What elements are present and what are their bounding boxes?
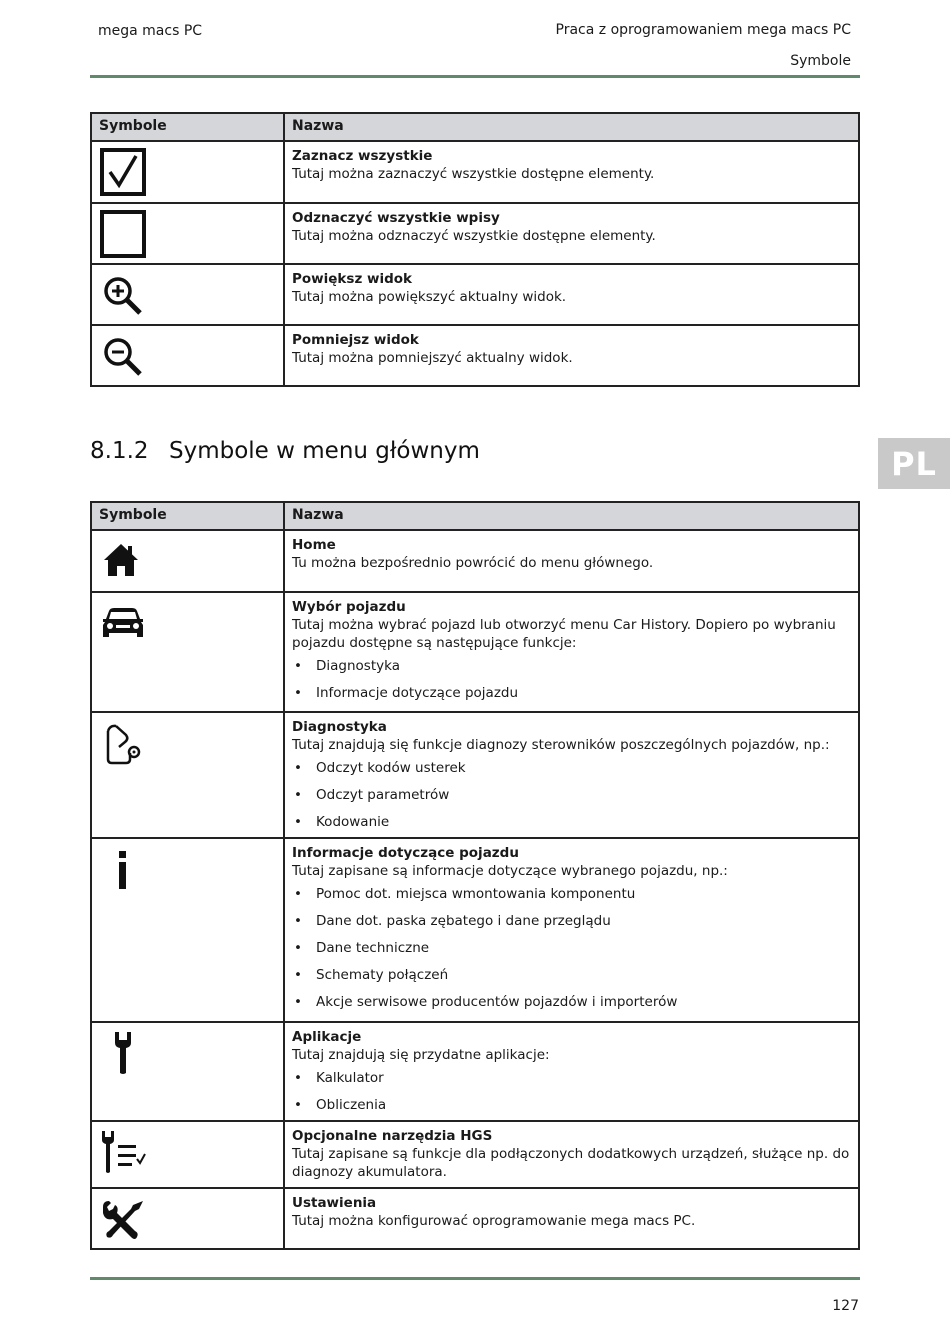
symbol-cell [91, 264, 284, 325]
row-title: Powiększ widok [292, 271, 413, 287]
checkbox-empty-icon [100, 210, 146, 258]
table-row [91, 1188, 859, 1249]
column-header-name: Nazwa [284, 113, 859, 141]
symbol-cell [91, 592, 284, 712]
table-row [91, 141, 859, 203]
table-row [91, 712, 859, 838]
checkbox-checked-icon [100, 148, 146, 196]
row-description: Tutaj można wybrać pojazd lub otworzyć menu Car History. Dopiero po wybraniu pojazdu dostępne są następujące funkcje: [292, 617, 836, 651]
list-item: • Kalkulator [292, 1069, 850, 1087]
row-title: Ustawienia [292, 1195, 377, 1211]
name-cell [284, 1121, 859, 1188]
table-row [91, 203, 859, 264]
list-item: • Obliczenia [292, 1096, 850, 1114]
symbol-cell [91, 1022, 284, 1121]
footer-rule [90, 1277, 860, 1280]
row-title: Pomniejsz widok [292, 332, 419, 348]
list-item: • Diagnostyka [292, 657, 850, 675]
section-title: Symbole w menu głównym [169, 438, 480, 464]
row-description: Tutaj zapisane są informacje dotyczące wybranego pojazdu, np.: [292, 863, 728, 879]
symbol-cell [91, 1188, 284, 1249]
row-title: Zaznacz wszystkie [292, 148, 433, 164]
name-cell [284, 838, 859, 1022]
header-chapter-title: Praca z oprogramowaniem mega macs PC [555, 22, 851, 38]
list-item: • Kodowanie [292, 813, 850, 831]
name-cell [284, 712, 859, 838]
symbol-cell [91, 325, 284, 386]
row-title: Informacje dotyczące pojazdu [292, 845, 519, 861]
info-icon [116, 850, 130, 890]
table-row [91, 530, 859, 592]
car-icon [101, 607, 145, 641]
list-item: • Schematy połączeń [292, 966, 850, 984]
row-title: Diagnostyka [292, 719, 387, 735]
row-description: Tutaj znajdują się przydatne aplikacje: [292, 1047, 550, 1063]
bullet-list [292, 885, 850, 1011]
table-header-row [91, 113, 859, 141]
symbol-cell [91, 530, 284, 592]
language-tab: PL [878, 438, 950, 489]
list-item: • Pomoc dot. miejsca wmontowania komponentu [292, 885, 850, 903]
symbol-cell [91, 1121, 284, 1188]
row-description: Tutaj można odznaczyć wszystkie dostępne elementy. [292, 228, 656, 244]
hgs-tools-icon [101, 1130, 147, 1174]
bullet-list [292, 759, 850, 831]
page-number: 127 [832, 1298, 859, 1314]
row-title: Odznaczyć wszystkie wpisy [292, 210, 500, 226]
table-row [91, 1121, 859, 1188]
row-description: Tutaj można pomniejszyć aktualny widok. [292, 350, 573, 366]
column-header-name: Nazwa [284, 502, 859, 530]
zoom-out-icon [102, 336, 144, 378]
row-title: Home [292, 537, 336, 553]
row-description: Tutaj można zaznaczyć wszystkie dostępne elementy. [292, 166, 655, 182]
table-header-row [91, 502, 859, 530]
row-title: Aplikacje [292, 1029, 362, 1045]
header-chapter [556, 15, 851, 77]
symbol-cell [91, 203, 284, 264]
table-row [91, 264, 859, 325]
header-product-name: mega macs PC [98, 23, 203, 39]
section-number: 8.1.2 [90, 438, 149, 464]
bullet-list [292, 1069, 850, 1114]
symbols-table [90, 112, 860, 387]
home-icon [103, 543, 139, 577]
list-item: • Dane dot. paska zębatego i dane przeglądu [292, 912, 850, 930]
section-heading [90, 438, 480, 464]
name-cell [284, 530, 859, 592]
column-header-symbol: Symbole [91, 502, 284, 530]
zoom-in-icon [102, 275, 144, 317]
name-cell [284, 1188, 859, 1249]
list-item: • Akcje serwisowe producentów pojazdów i importerów [292, 993, 850, 1011]
table-row [91, 838, 859, 1022]
row-description: Tutaj znajdują się funkcje diagnozy sterowników poszczególnych pojazdów, np.: [292, 737, 830, 753]
list-item: • Odczyt kodów usterek [292, 759, 850, 777]
symbol-cell [91, 838, 284, 1022]
symbol-cell [91, 141, 284, 203]
row-description: Tutaj można powiększyć aktualny widok. [292, 289, 567, 305]
row-description: Tutaj zapisane są funkcje dla podłączonych dodatkowych urządzeń, służące np. do diagnozy akumulatora. [292, 1146, 850, 1180]
list-item: • Dane techniczne [292, 939, 850, 957]
name-cell [284, 592, 859, 712]
name-cell [284, 203, 859, 264]
main-menu-symbols-table [90, 501, 860, 1250]
stethoscope-icon [102, 723, 146, 767]
symbol-cell [91, 712, 284, 838]
row-description: Tutaj można konfigurować oprogramowanie mega macs PC. [292, 1213, 696, 1229]
header-section-title: Symbole [790, 53, 851, 69]
wrench-icon [113, 1031, 133, 1075]
row-title: Wybór pojazdu [292, 599, 406, 615]
row-title: Opcjonalne narzędzia HGS [292, 1128, 493, 1144]
row-description: Tu można bezpośrednio powrócić do menu głównego. [292, 555, 654, 571]
name-cell [284, 325, 859, 386]
list-item: • Informacje dotyczące pojazdu [292, 684, 850, 702]
table-row [91, 325, 859, 386]
table-row [91, 592, 859, 712]
name-cell [284, 264, 859, 325]
name-cell [284, 141, 859, 203]
settings-tools-icon [101, 1199, 145, 1241]
name-cell [284, 1022, 859, 1121]
column-header-symbol: Symbole [91, 113, 284, 141]
bullet-list [292, 657, 850, 702]
list-item: • Odczyt parametrów [292, 786, 850, 804]
header-rule [90, 75, 860, 78]
table-row [91, 1022, 859, 1121]
